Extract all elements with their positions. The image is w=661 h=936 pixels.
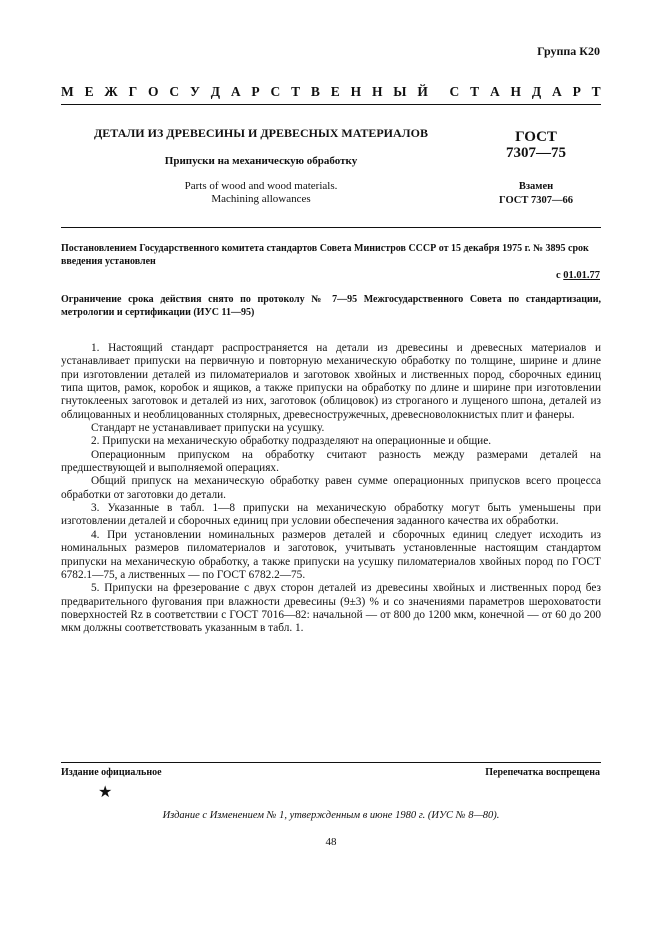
banner-letter: А	[552, 84, 562, 99]
effective-date-value: 01.01.77	[563, 270, 600, 281]
banner-letter: В	[310, 84, 320, 99]
gost-label: ГОСТ	[515, 129, 557, 145]
limitation-note: Ограничение срока действия снято по протоколу № 7—95 Межгосударственного Совета по стандартизации, метрологии и сертификации (ИУС 11—95)	[61, 294, 601, 318]
document-subtitle: Припуски на механическую обработку	[164, 155, 358, 167]
banner-letter: М	[61, 84, 74, 99]
replaces-number: ГОСТ 7307—66	[499, 195, 573, 206]
banner-letter: У	[189, 84, 200, 99]
banner-letter: Н	[510, 84, 522, 99]
banner-letter: Е	[330, 84, 340, 99]
document-title: ДЕТАЛИ ИЗ ДРЕВЕСИНЫ И ДРЕВЕСНЫХ МАТЕРИАЛОВ	[94, 126, 428, 140]
effective-date-prefix: с	[555, 270, 564, 281]
banner-letter: Ы	[393, 84, 407, 99]
paragraph-3: 3. Указанные в табл. 1—8 припуски на механическую обработку могут быть уменьшены при изготовлении деталей и сборочных единиц при условии обеспечения заданного качества их обработки.	[61, 502, 601, 528]
banner-letter: А	[489, 84, 500, 99]
gost-number: 7307—75	[506, 145, 566, 161]
english-title	[86, 180, 436, 206]
document-group: Группа К20	[537, 44, 600, 58]
english-title-line-2: Machining allowances	[211, 193, 311, 205]
banner-letter: С	[449, 84, 460, 99]
official-edition: Издание официальное	[61, 767, 162, 778]
standard-banner	[61, 84, 601, 100]
banner-letter: Ж	[104, 84, 118, 99]
gost-designation	[486, 129, 586, 161]
english-title-line-1: Parts of wood and wood materials.	[184, 180, 338, 192]
paragraph-2: 2. Припуски на механическую обработку подразделяют на операционные и общие.	[91, 435, 492, 448]
paragraph-1: 1. Настоящий стандарт распространяется на детали из древесины и древесных материалов и устанавливает припуски на первичную и повторную механическую обработку по толщине, ширине и длине при изготовлении деталей из пиломатериалов и заготовок хвойных и лиственных пород, сборочных единиц типа щитов, рамок, коробок и ящиков, а также припуски на обработку по длине и ширине при изготовлении гнутоклееных заготовок и деталей из них, заготовок (облицовок) из строганого и лущеного шпона, деталей из облицованных и необлицованных столярных, древесностружечных, древесноволокнистых плит и фанеры.	[61, 342, 601, 421]
banner-letter: Р	[251, 84, 260, 99]
banner-letter: Н	[371, 84, 383, 99]
replaces-label: Взамен	[518, 181, 554, 192]
effective-date	[556, 270, 600, 281]
banner-letter: А	[230, 84, 241, 99]
banner-letter: Е	[84, 84, 94, 99]
banner-letter: Й	[417, 84, 428, 99]
banner-letter: С	[169, 84, 180, 99]
banner-letter: Т	[291, 84, 301, 99]
replaces-block	[476, 180, 596, 208]
paragraph-shrinkage: Стандарт не устанавливает припуски на усушку.	[91, 422, 325, 435]
banner-letter: О	[148, 84, 159, 99]
paragraph-total: Общий припуск на механическую обработку равен сумме операционных припусков всего процесса обработки от заготовки до детали.	[61, 475, 601, 501]
banner-letter: Т	[470, 84, 480, 99]
banner-letter: С	[270, 84, 281, 99]
banner-letter: Г	[128, 84, 138, 99]
page-number: 48	[325, 836, 337, 848]
banner-letter: Д	[531, 84, 542, 99]
banner-letter: Н	[350, 84, 362, 99]
footer-divider	[61, 762, 601, 763]
star-icon: ★	[98, 784, 113, 801]
decree-text: Постановлением Государственного комитета стандартов Совета Министров СССР от 15 декабря 1975 г. № 3895 срок введения установлен	[61, 243, 589, 267]
banner-letter: Т	[591, 84, 601, 99]
paragraph-operational: Операционным припуском на обработку считают разность между размерами деталей на предшествующей и выполняемой операциях.	[61, 448, 601, 475]
header-divider	[61, 104, 601, 105]
title-divider	[61, 227, 601, 228]
banner-letter: Д	[210, 84, 220, 99]
paragraph-5: 5. Припуски на фрезерование с двух сторон деталей из древесины хвойных и лиственных пород без предварительного фугования при влажности древесины (9±3) % и со значениями параметров шероховатости поверхностей Rz в соответствии с ГОСТ 7016—82: начальной — от 800 до 1200 мкм, конечной — от 60 до 200 мкм должны соответствовать указанным в табл. 1.	[61, 582, 601, 635]
reprint-prohibited: Перепечатка воспрещена	[485, 767, 600, 778]
banner-letter: Р	[572, 84, 581, 99]
paragraph-4: 4. При установлении номинальных размеров деталей и сборочных единиц следует исходить из номинальных размеров пиломатериалов и заготовок, учитывать установленные настоящим стандартом припуски на механическую обработку, а также припуски на усушку пиломатериалов хвойных пород по ГОСТ 6782.1—75, а лиственных — по ГОСТ 6782.2—75.	[61, 528, 601, 581]
body-text	[61, 342, 601, 636]
edition-note: Издание с Изменением № 1, утвержденным в июне 1980 г. (ИУС № 8—80).	[162, 810, 500, 821]
